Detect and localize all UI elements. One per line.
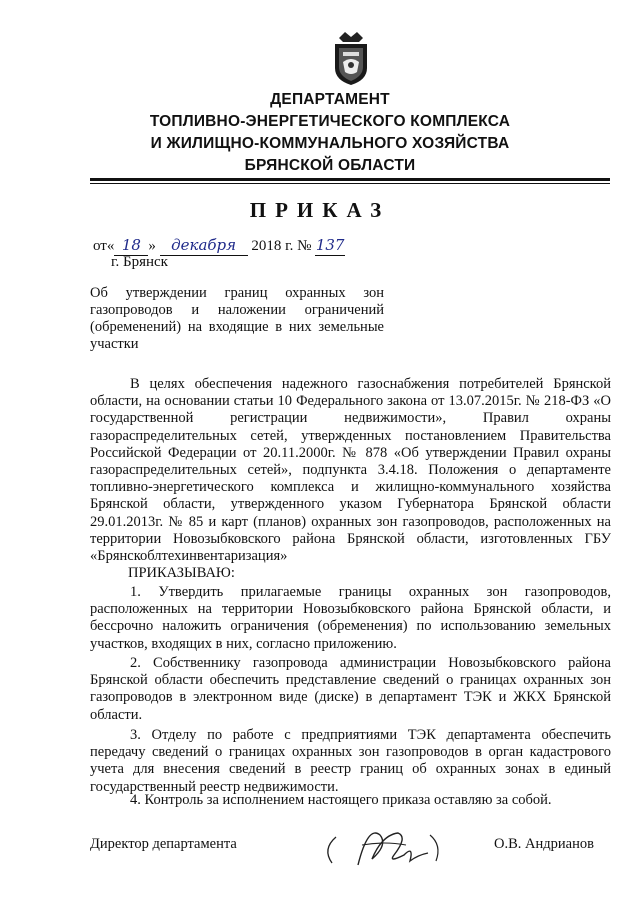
date-month-field [160,236,248,256]
number-label: № [297,238,312,254]
signatory-name: О.В. Андрианов [494,836,594,852]
coat-of-arms-icon [329,30,373,86]
order-item-3: 3. Отделу по работе с предприятиями ТЭК департамента обеспечить передачу сведений о границах охранных зон газопроводов в орган кадастрового учета для внесения сведений в реестр границ об охранных зонах в единый государственный реестр недвижимости. [90,727,611,795]
header-divider-thin [90,183,610,184]
document-title: ПРИКАЗ [249,198,391,222]
order-item-4: 4. Контроль за исполнением настоящего приказа оставляю за собой. [130,792,552,808]
header-divider-thick [90,178,610,181]
order-word: ПРИКАЗЫВАЮ: [128,565,235,581]
date-month: декабря [171,236,237,254]
document-number: 137 [315,236,345,254]
date-day: 18 [121,236,141,254]
date-line: от« 18 » декабря 2018 г. № 137 [93,236,345,254]
preamble-paragraph: В целях обеспечения надежного газоснабжения потребителей Брянской области, на основании статьи 10 Федерального закона от 13.07.2015г. № 218-ФЗ «О государственной регистрации недвижимости», Правил охраны газораспределительных сетей, утвержденных постановлением Правительства Российской Федерации от 20.11.2000г. № 878 «Об утверждении Правил охраны газораспределительных сетей», подпункта 3.4.18. Положения о департаменте топливно-энергетического комплекса и жилищно-коммунального хозяйства Брянской области, утвержденного указом Губернатора Брянской области 29.01.2013г. № 85 и карт (планов) охранных зон газопроводов, расположенных на территории Новозыбковского района Брянской области, изготовленных ГБУ «Брянскоблтехинвентаризация» [90,376,611,565]
department-name-line3: И ЖИЛИЩНО-КОММУНАЛЬНОГО ХОЗЯЙСТВА [150,135,510,152]
document-number-field [315,236,345,256]
date-year: 2018 г. [251,238,294,254]
city: г. Брянск [111,254,168,270]
date-day-field [114,236,148,256]
department-name-line4: БРЯНСКОЙ ОБЛАСТИ [244,157,416,174]
department-name-line1: ДЕПАРТАМЕНТ [270,91,390,108]
date-prefix: от [93,238,107,254]
handwritten-signature [318,815,458,875]
order-item-2: 2. Собственнику газопровода администрации Новозыбковского района Брянской области обеспечить представление сведений о границах охранных зон газопроводов в электронном виде (диске) в департамент ТЭК и ЖКХ Брянской области. [90,655,611,723]
department-name-line2: ТОПЛИВНО-ЭНЕРГЕТИЧЕСКОГО КОМПЛЕКСА [149,113,511,130]
order-item-1: 1. Утвердить прилагаемые границы охранных зон газопроводов, расположенных на территории Новозыбковского района Брянской области, и бессрочно наложить ограничения (обременения) по использованию земельных участков, входящих в них, согласно приложению. [90,584,611,652]
signatory-position: Директор департамента [90,836,237,852]
document-subject: Об утверждении границ охранных зон газопроводов и наложении ограничений (обременений) на входящие в них земельные участки [90,285,384,352]
